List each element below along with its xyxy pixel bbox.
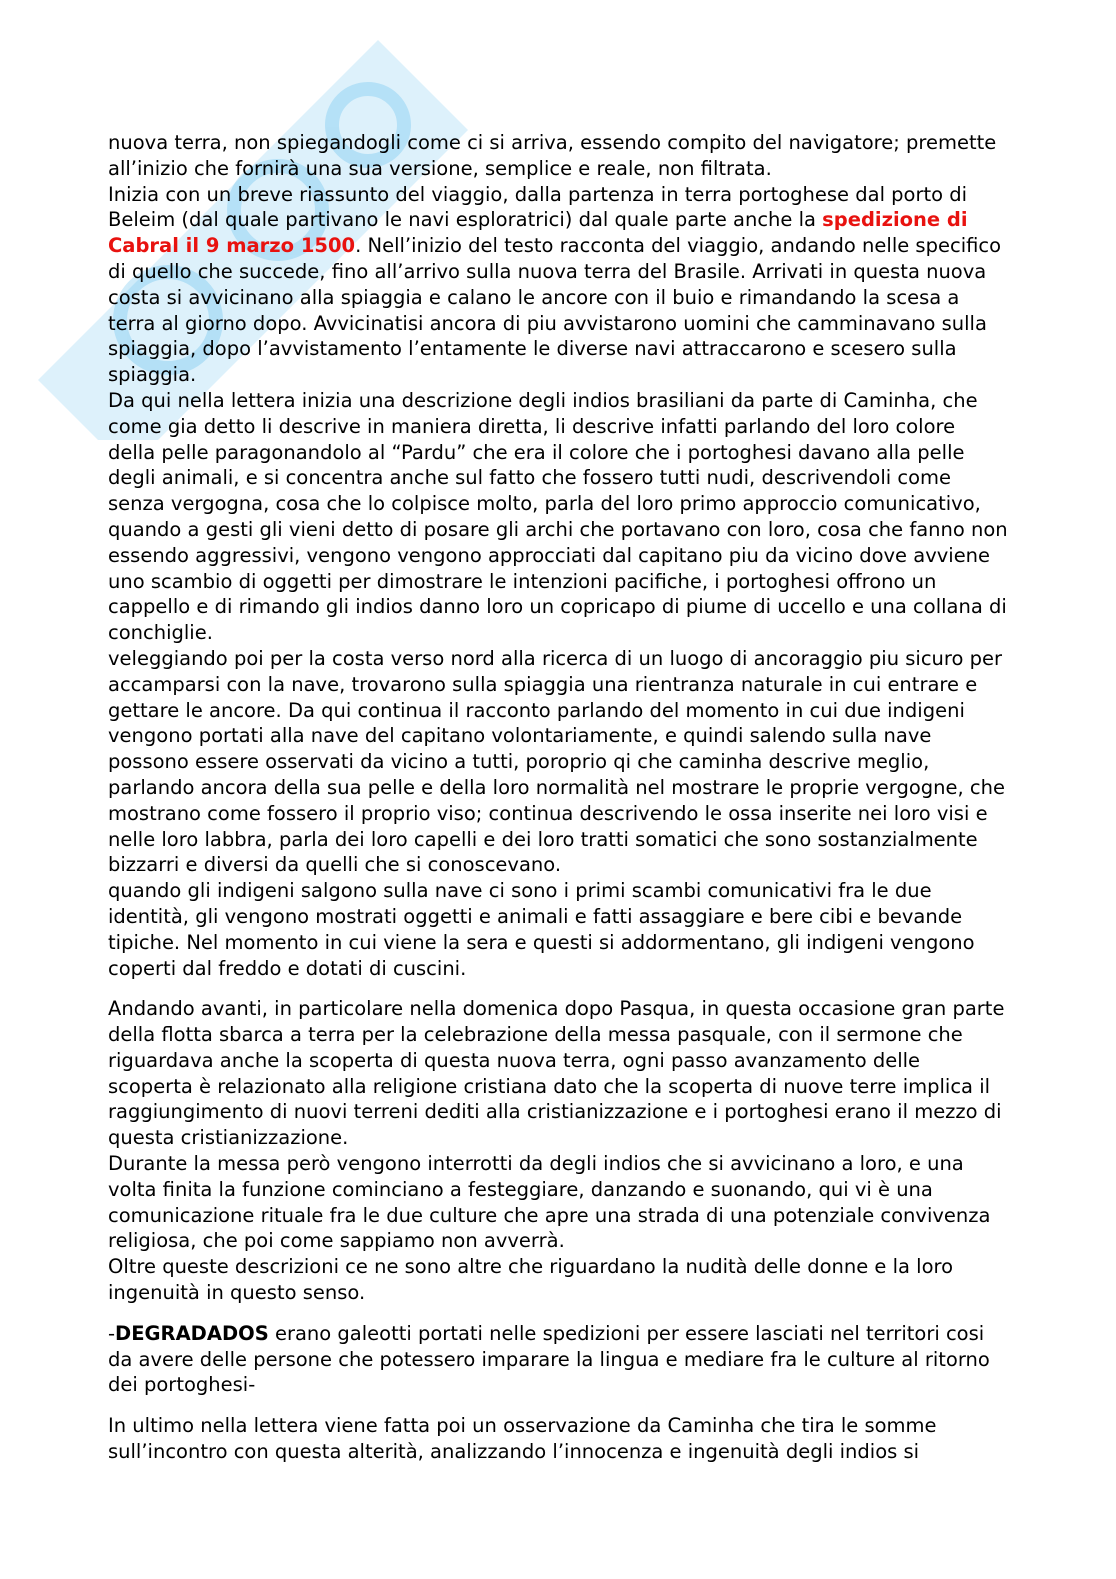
highlight-cabral-expedition: spedizione di Cabral il 9 marzo 1500 — [108, 208, 968, 258]
text-other-descriptions: Oltre queste descrizioni ce ne sono altre che riguardano la nudità delle donne e la loro ingenuità in questo senso. — [108, 1255, 954, 1305]
text-degradados-definition: erano galeotti portati nelle spedizioni per essere lasciati nel territori cosi da avere delle persone che potessero imparare la lingua e mediare fra le culture al ritorno dei portoghesi- — [108, 1321, 990, 1397]
paragraph-easter-mass — [108, 996, 1008, 1306]
dash-prefix: - — [108, 1321, 116, 1345]
text-ship-exchange: quando gli indigeni salgono sulla nave ci sono i primi scambi comunicativi fra le due identità, gli vengono mostrati oggetti e animali e fatti assaggiare e bere cibi e bevande tipiche. Nel momento in cui viene la sera e questi si addormentano, gli indigeni vengono coperti dal freddo e dotati di cuscini. — [108, 879, 975, 980]
paragraph-conclusion — [108, 1413, 1008, 1465]
paragraph-voyage-and-indios — [108, 130, 1008, 981]
document-body — [108, 130, 1008, 1465]
text-intro: nuova terra, non spiegandogli come ci si arriva, essendo compito del navigatore; premette all’inizio che fornirà una sua versione, semplice e reale, non filtrata. — [108, 131, 997, 180]
text-voyage-arrival: . Nell’inizio del testo racconta del viaggio, andando nelle specifico di quello che succede, fino all’arrivo sulla nuova terra del Brasile. Arrivati in questa nuova costa si avvicinano alla spiaggia e calano le ancore con il buio e rimandando la scesa a terra al giorno dopo. Avvicinatisi ancora di piu avvistarono uomini che camminavano sulla spiaggia, dopo l’avvistamento l’entamente le diverse navi attraccarono e scesero sulla spiaggia. — [108, 234, 1002, 387]
paragraph-degradados — [108, 1321, 1008, 1398]
text-voyage-start: Inizia con un breve riassunto del viaggio, dalla partenza in terra portoghese dal porto di Beleim (dal quale partivano le navi esploratrici) dal quale parte anche la — [108, 182, 968, 232]
text-conclusion: In ultimo nella lettera viene fatta poi un osservazione da Caminha che tira le somme sull’incontro con questa alterità, analizzando l’innocenza e ingenuità degli indios si — [108, 1414, 937, 1464]
text-mass-interrupted: Durante la messa però vengono interrotti da degli indios che si avvicinano a loro, e una volta finita la funzione cominciano a festeggiare, danzando e suonando, qui vi è una comunicazione rituale fra le due culture che apre una strada di una potenziale convivenza religiosa, che poi come sappiamo non avverrà. — [108, 1152, 991, 1253]
text-coast-north: veleggiando poi per la costa verso nord alla ricerca di un luogo di ancoraggio piu sicuro per accamparsi con la nave, trovarono sulla spiaggia una rientranza naturale in cui entrare e gettare le ancore. Da qui continua il racconto parlando del momento in cui due indigeni vengono portati alla nave del capitano volontariamente, e quindi salendo sulla nave possono essere osservati da vicino a tutti, poroprio qi che caminha descrive meglio, parlando ancora della sua pelle e della loro normalità nel mostrare le proprie vergogne, che mostrano come fossero il proprio viso; continua descrivendo le ossa inserite nei loro visi e nelle loro labbra, parla dei loro capelli e dei loro tratti somatici che sono sostanzialmente bizzarri e diversi da quelli che si conoscevano. — [108, 646, 1005, 877]
term-degradados: DEGRADADOS — [115, 1321, 269, 1345]
text-indios-description: Da qui nella lettera inizia una descrizione degli indios brasiliani da parte di Caminha, che come gia detto li descrive in maniera diretta, li descrive infatti parlando del loro colore della pelle paragonandolo al “Pardu” che era il colore che i portoghesi davano alla pelle degli animali, e si concentra anche sul fatto che fossero tutti nudi, descrivendoli come senza vergogna, cosa che lo colpisce molto, parla del loro primo approccio comunicativo, quando a gesti gli vieni detto di posare gli archi che portavano con loro, cosa che fanno non essendo aggressivi, vengono vengono approcciati dal capitano piu da vicino dove avviene uno scambio di oggetti per dimostrare le intenzioni pacifiche, i portoghesi offrono un cappello e di rimando gli indios danno loro un copricapo di piume di uccello e una collana di conchiglie. — [108, 388, 1008, 645]
text-easter-sunday: Andando avanti, in particolare nella domenica dopo Pasqua, in questa occasione gran parte della flotta sbarca a terra per la celebrazione della messa pasquale, con il sermone che riguardava anche la scoperta di questa nuova terra, ogni passo avanzamento delle scoperta è relazionato alla religione cristiana dato che la scoperta di nuove terre implica il raggiungimento di nuovi terreni dediti alla cristianizzazione e i portoghesi erano il mezzo di questa cristianizzazione. — [108, 997, 1005, 1150]
